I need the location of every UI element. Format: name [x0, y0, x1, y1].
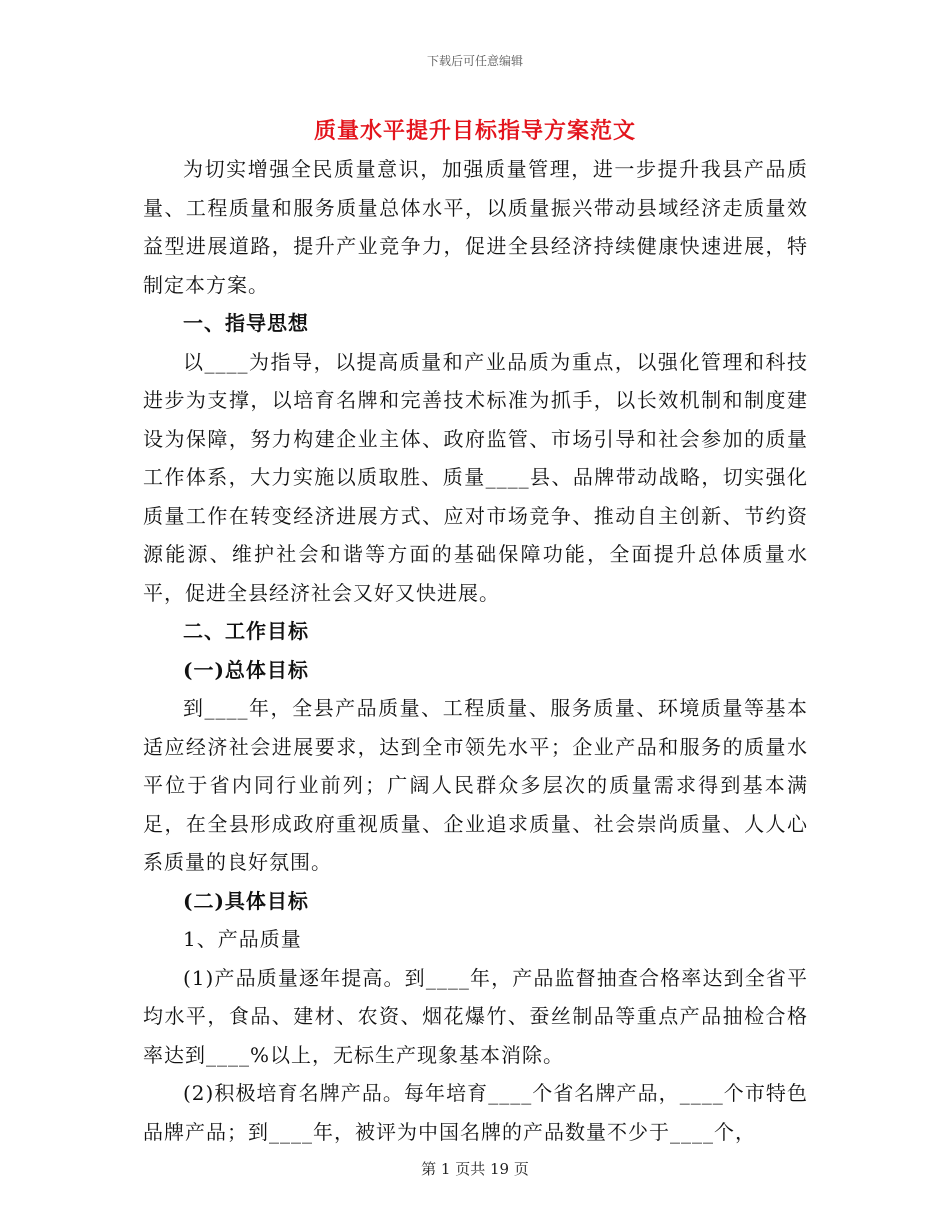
- header-note: 下载后可任意编辑: [426, 54, 523, 68]
- subsection-heading-specific-goals: (二)具体目标: [183, 888, 309, 913]
- section-heading-work-goals: 二、工作目标: [183, 619, 309, 643]
- product-quality-item-1: (1)产品质量逐年提高。到____年，产品监督抽查合格率达到全省平均水平，食品、建材、农资、烟花爆竹、蚕丝制品等重点产品抽检合格率达到____%以上，无标生产现象基本消除。: [143, 965, 808, 1067]
- document-title: 质量水平提升目标指导方案范文: [313, 118, 636, 144]
- page-number-footer: 第 1 页共 19 页: [421, 1160, 529, 1178]
- item-heading-product-quality: 1、产品质量: [183, 927, 302, 951]
- document-body: [143, 150, 808, 1151]
- product-quality-item-2: (2)积极培育名牌产品。每年培育____个省名牌产品，____个市特色品牌产品；到____年，被评为中国名牌的产品数量不少于____个，: [143, 1081, 808, 1144]
- overall-goals-paragraph: 到____年，全县产品质量、工程质量、服务质量、环境质量等基本适应经济社会进展要求，达到全市领先水平；企业产品和服务的质量水平位于省内同行业前列；广阔人民群众多层次的质量需求得到基本满足，在全县形成政府重视质量、企业追求质量、社会崇尚质量、人人心系质量的良好氛围。: [143, 696, 808, 874]
- intro-paragraph: 为切实增强全民质量意识，加强质量管理，进一步提升我县产品质量、工程质量和服务质量总体水平，以质量振兴带动县域经济走质量效益型进展道路，提升产业竞争力，促进全县经济持续健康快速进展，特制定本方案。: [143, 157, 808, 297]
- section-heading-guiding-thought: 一、指导思想: [183, 311, 309, 335]
- subsection-heading-overall-goals: (一)总体目标: [183, 657, 309, 682]
- guiding-thought-paragraph: 以____为指导，以提高质量和产业品质为重点，以强化管理和科技进步为支撑，以培育名牌和完善技术标准为抓手，以长效机制和制度建设为保障，努力构建企业主体、政府监管、市场引导和社会参加的质量工作体系，大力实施以质取胜、质量____县、品牌带动战略，切实强化质量工作在转变经济进展方式、应对市场竞争、推动自主创新、节约资源能源、维护社会和谐等方面的基础保障功能，全面提升总体质量水平，促进全县经济社会又好又快进展。: [143, 349, 808, 605]
